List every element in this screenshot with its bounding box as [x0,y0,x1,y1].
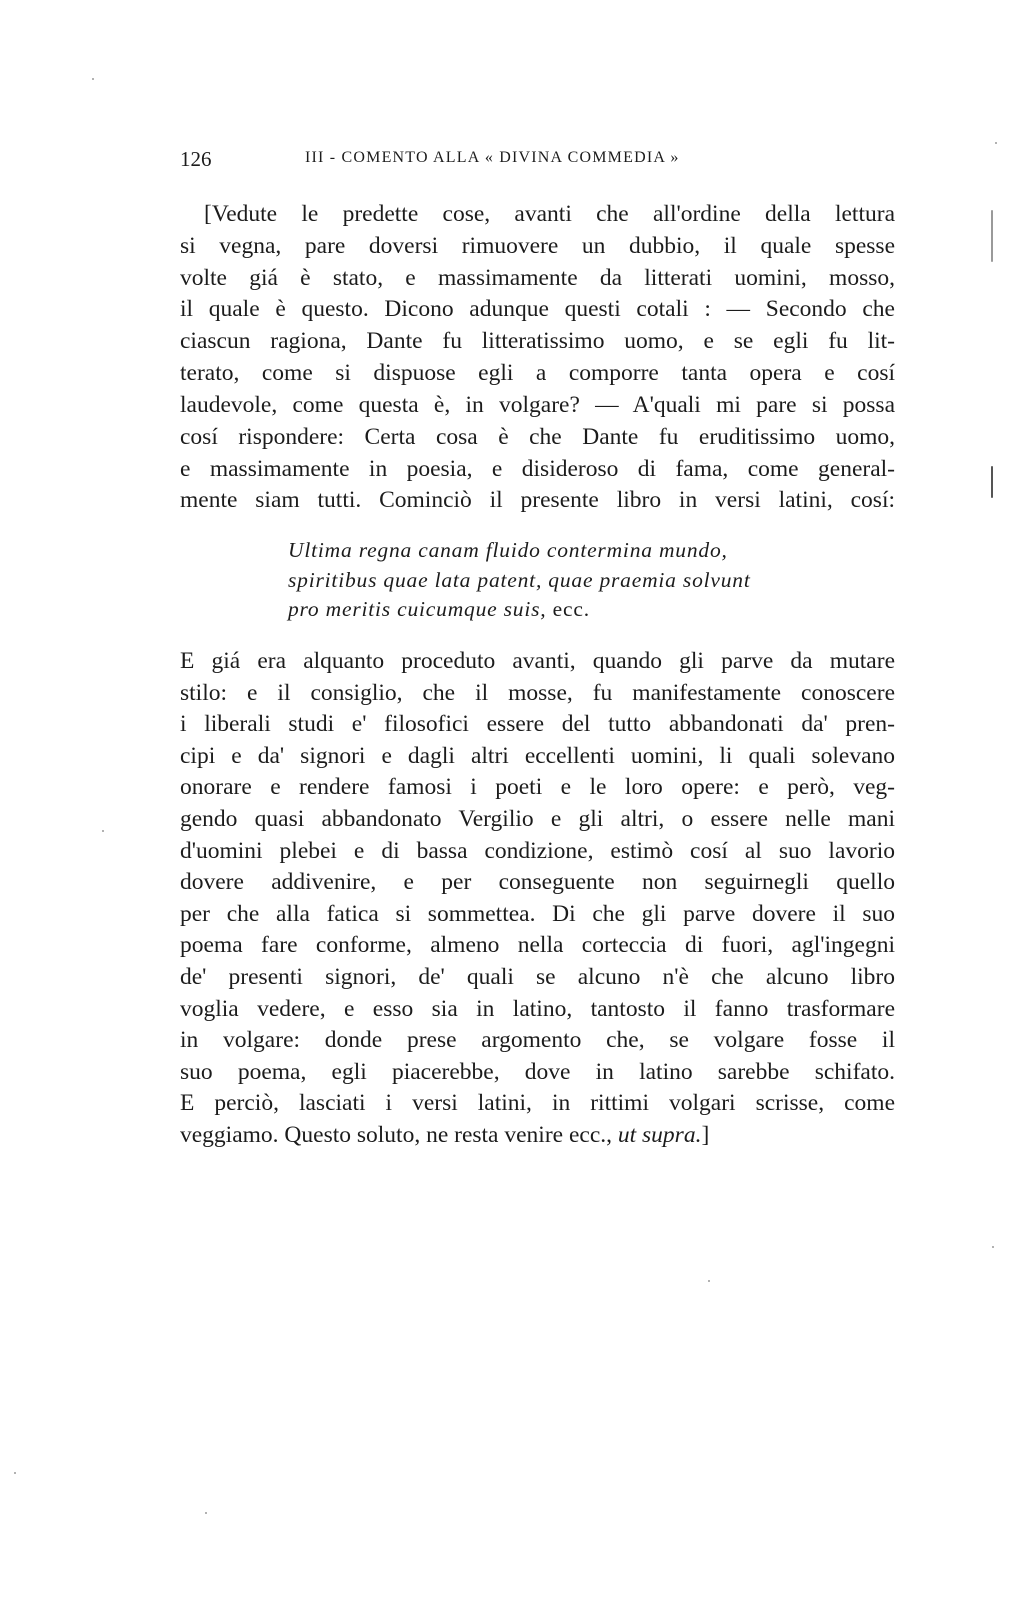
text-line: E giá era alquanto proceduto avanti, quando gli parve da mutare [180,648,895,674]
verse-etc: ecc. [552,597,590,621]
page-number: 126 [180,147,212,171]
text-line: i liberali studi e' filosofici essere del tutto abbandonati da' pren- [180,711,895,737]
scan-speck [92,78,94,80]
running-head [180,147,900,177]
scan-speck [102,830,104,832]
text-line: per che alla fatica si sommettea. Di che gli parve dovere il suo [180,901,895,927]
text-line: e massimamente in poesia, e disideroso di fama, come general- [180,456,895,482]
text-line: il quale è questo. Dicono adunque questi cotali : — Secondo che [180,296,895,322]
scan-speck [14,1472,16,1474]
text-line: in volgare: donde prese argomento che, se volgare fosse il [180,1027,895,1053]
text-line: E perciò, lasciati i versi latini, in rittimi volgari scrisse, come [180,1090,895,1116]
text-line: suo poema, egli piacerebbe, dove in latino sarebbe schifato. [180,1059,895,1085]
scan-speck [992,1246,994,1248]
scan-speck [205,1512,207,1514]
text-line: voglia vedere, e esso sia in latino, tantosto il fanno trasformare [180,996,895,1022]
text-line: volte giá è stato, e massimamente da litterati uomini, mosso, [180,265,895,291]
text-line: ciascun ragiona, Dante fu litteratissimo uomo, e se egli fu lit- [180,328,895,354]
scan-speck [995,142,997,144]
text-line: d'uomini plebei e di bassa condizione, estimò cosí al suo lavorio [180,838,895,864]
text-line: onorare e rendere famosi i poeti e le loro opere: e però, veg- [180,774,895,800]
text-line: de' presenti signori, de' quali se alcuno n'è che alcuno libro [180,964,895,990]
text-line: terato, come si dispuose egli a comporre tanta opera e cosí [180,360,895,386]
text-line: cipi e da' signori e dagli altri eccellenti uomini, li quali solevano [180,743,895,769]
running-title: III - COMENTO ALLA « DIVINA COMMEDIA » [305,149,680,166]
text-line: si vegna, pare doversi rimuovere un dubbio, il quale spesse [180,233,895,259]
verse-line: Ultima regna canam fluido contermina mundo, [288,538,728,562]
text-line: poema fare conforme, almeno nella corteccia di fuori, agl'ingegni [180,932,895,958]
last-line-text: veggiamo. Questo soluto, ne resta venire ecc., [180,1122,612,1148]
verse-line: spiritibus quae lata patent, quae praemia solvunt [288,568,751,592]
text-line: laudevole, come questa è, in volgare? — A'quali mi pare si possa [180,392,895,418]
text-line-last [180,1120,895,1151]
verse-line [288,595,590,623]
text-line: [Vedute le predette cose, avanti che all'ordine della lettura [204,201,895,227]
scan-mark [991,466,993,498]
text-line: cosí rispondere: Certa cosa è che Dante fu eruditissimo uomo, [180,424,895,450]
text-line: mente siam tutti. Cominciò il presente libro in versi latini, cosí: [180,487,895,513]
verse-text: pro meritis cuicumque suis, [288,597,547,621]
last-line-italic: ut supra. [617,1122,702,1148]
text-line: dovere addivenire, e per conseguente non seguirnegli quello [180,869,895,895]
scan-speck [708,1280,710,1282]
text-line: gendo quasi abbandonato Vergilio e gli altri, o essere nelle mani [180,806,895,832]
text-line: stilo: e il consiglio, che il mosse, fu manifestamente conoscere [180,680,895,706]
scan-mark [991,210,993,262]
closing-bracket: ] [701,1122,710,1148]
